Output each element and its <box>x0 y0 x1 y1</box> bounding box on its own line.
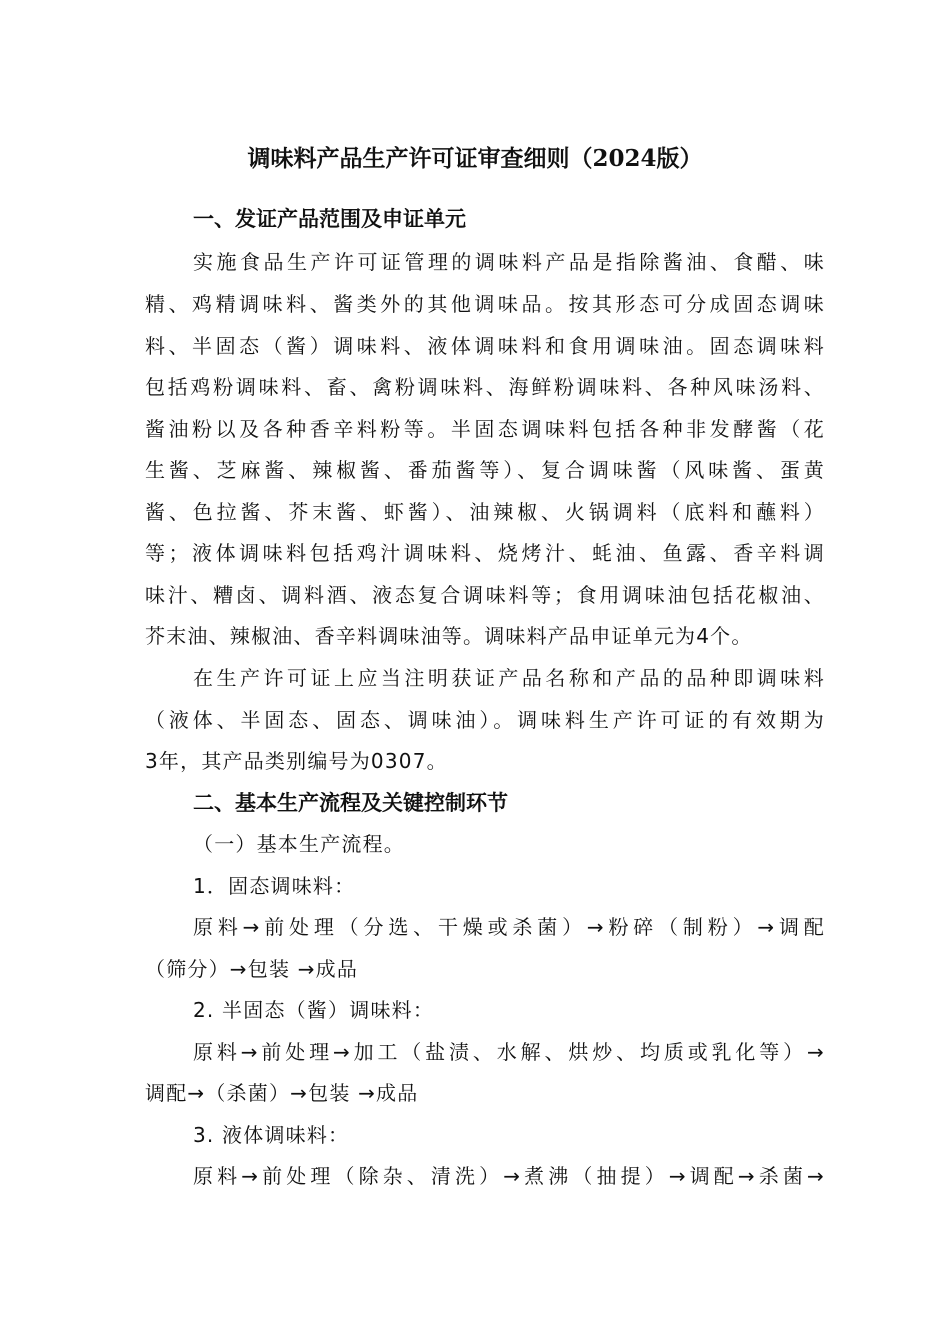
item-label: 1．固态调味料： <box>193 874 356 898</box>
paragraph-line: 等；液体调味料包括鸡汁调味料、烧烤汁、蚝油、鱼露、香辛料调 <box>145 541 825 565</box>
paragraph-line: 在生产许可证上应当注明获证产品名称和产品的品种即调味料 <box>193 666 825 690</box>
item-label: 3. 液体调味料： <box>193 1123 350 1147</box>
document-title: 调味料产品生产许可证审查细则（2024版） <box>247 145 703 172</box>
paragraph-line: 3年，其产品类别编号为0307。 <box>145 749 448 773</box>
paragraph-line: 酱油粉以及各种香辛料粉等。半固态调味料包括各种非发酵酱（花 <box>145 417 825 441</box>
paragraph-line: 包括鸡粉调味料、畜、禽粉调味料、海鲜粉调味料、各种风味汤料、 <box>145 375 825 399</box>
paragraph-line: （液体、半固态、固态、调味油）。调味料生产许可证的有效期为 <box>145 708 825 732</box>
flow-line: 原料→前处理→加工（盐渍、水解、烘炒、均质或乳化等）→ <box>193 1040 825 1064</box>
subsection-label: （一）基本生产流程。 <box>193 832 405 856</box>
item-label: 2. 半固态（酱）调味料： <box>193 998 435 1022</box>
paragraph-line: 味汁、糟卤、调料酒、液态复合调味料等；食用调味油包括花椒油、 <box>145 583 825 607</box>
paragraph-line: 料、半固态（酱）调味料、液体调味料和食用调味油。固态调味料 <box>145 334 825 358</box>
section-heading-process: 二、基本生产流程及关键控制环节 <box>193 791 508 815</box>
paragraph-line: 精、鸡精调味料、酱类外的其他调味品。按其形态可分成固态调味 <box>145 292 825 316</box>
paragraph-line: 酱、色拉酱、芥末酱、虾酱）、油辣椒、火锅调料（底料和蘸料） <box>145 500 825 524</box>
flow-line: 调配→（杀菌）→包装 →成品 <box>145 1081 419 1105</box>
flow-line: 原料→前处理（分选、干燥或杀菌）→粉碎（制粉）→调配 <box>193 915 825 939</box>
section-heading-scope: 一、发证产品范围及申证单元 <box>193 207 466 231</box>
flow-line: （筛分）→包装 →成品 <box>145 957 359 981</box>
paragraph-line: 芥末油、辣椒油、香辛料调味油等。调味料产品申证单元为4个。 <box>145 624 753 648</box>
flow-line: 原料→前处理（除杂、清洗）→煮沸（抽提）→调配→杀菌→ <box>193 1164 825 1188</box>
paragraph-line: 实施食品生产许可证管理的调味料产品是指除酱油、食醋、味 <box>193 250 825 274</box>
paragraph-line: 生酱、芝麻酱、辣椒酱、番茄酱等）、复合调味酱（风味酱、蛋黄 <box>145 458 825 482</box>
